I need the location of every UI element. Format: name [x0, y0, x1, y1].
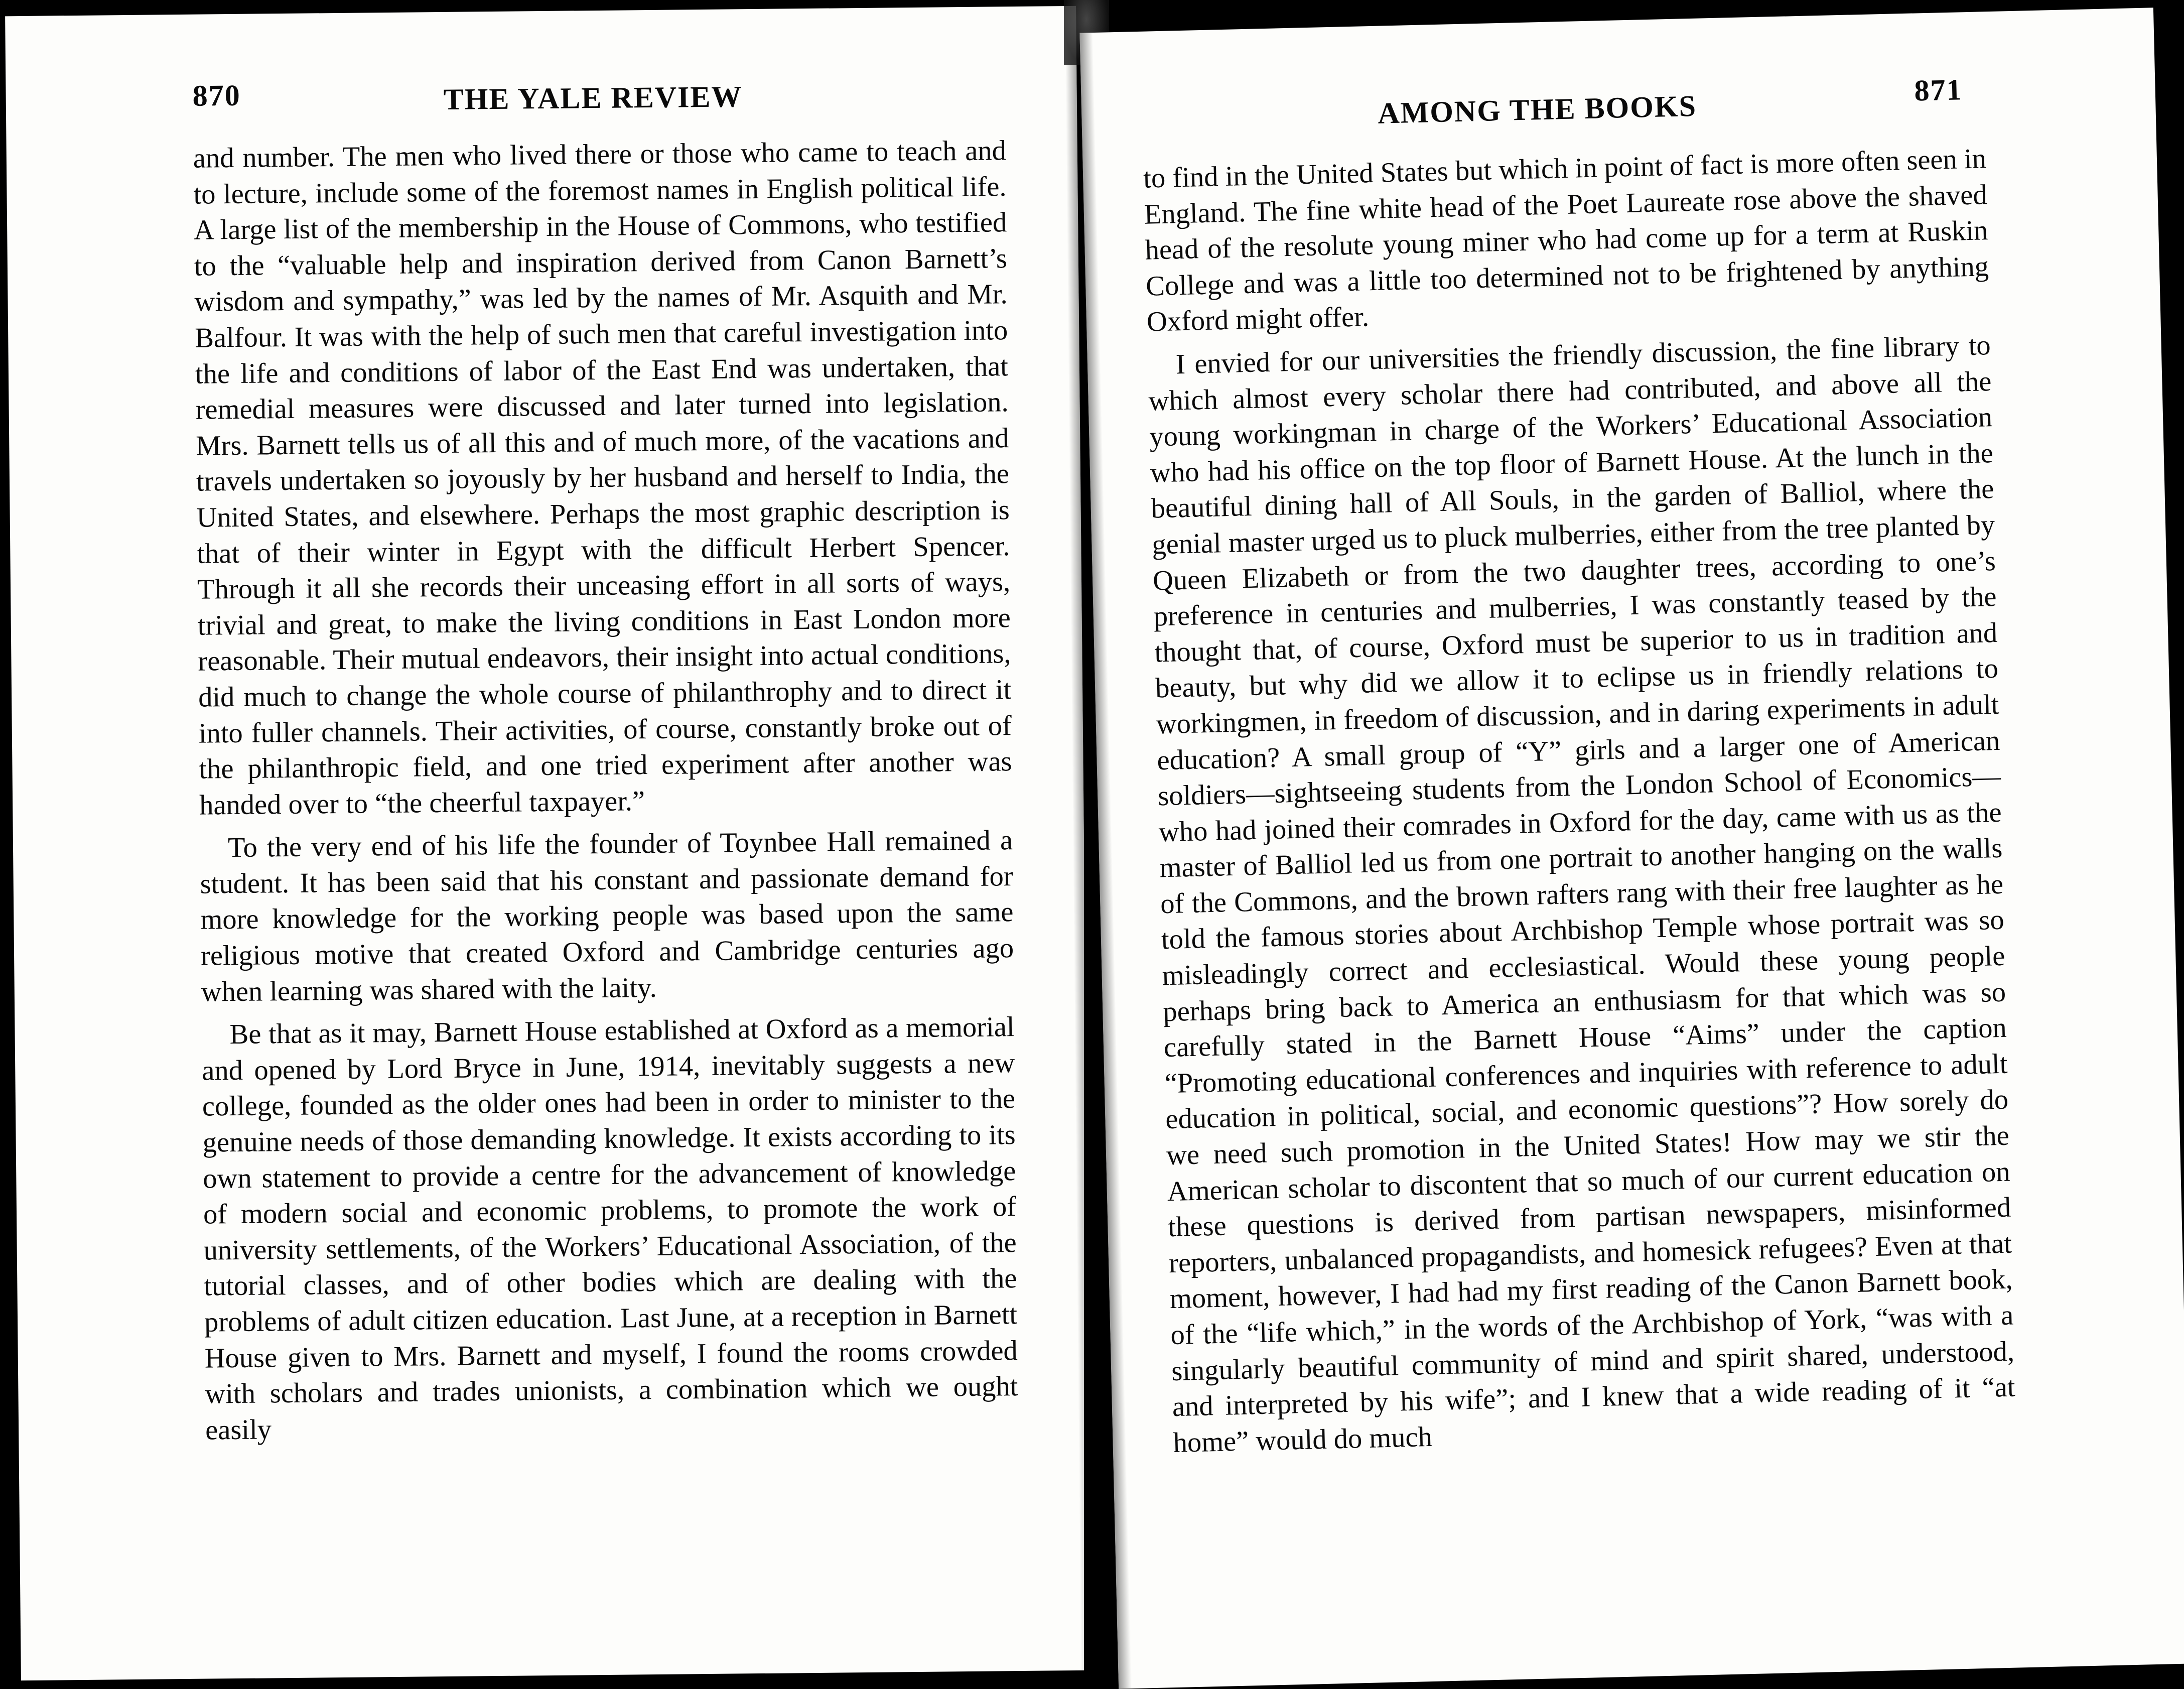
left-page-body [193, 133, 1019, 1456]
right-page-body [1143, 141, 2016, 1468]
paragraph: to find in the United States but which in point of fact is more often seen in England. The fine white head of the Poet Laureate rose above the shaved head of the resolute young miner who had come up for a term at Ruskin College and was a little too determined not to be frightened by anything Oxford might offer. [1143, 143, 1989, 338]
page-number-right: 871 [1914, 73, 1963, 107]
running-head-right: AMONG THE BOOKS [1377, 89, 1697, 130]
paragraph: I envied for our universities the friendly discussion, the fine library to which almost every scholar there had contributed, and above all the young workingman in charge of the Workers’ Educational Association who had his office on the top floor of Barnett House. At the lunch in the beautiful dining hall of All Souls, in the garden of Balliol, where the genial master urged us to pluck mulberries, either from the tree planted by Queen Elizabeth or from the two daughter trees, according to one’s preference in centuries and mulberries, I was constantly teased by the thought that, of course, Oxford must be superior to us in tradition and beauty, but why did we allow it to eclipse us in friendly relations to workingmen, in freedom of discussion, and in daring experiments in adult education? A small group of “Y” girls and a larger one of American soldiers—sightseeing students from the London School of Economics—who had joined their comrades in Oxford for the day, came with us as the master of Balliol led us from one portrait to another hanging on the walls of the Commons, and the brown rafters rang with their free laughter as he told the famous stories about Archbishop Temple whose portrait was so misleadingly correct and ecclesiastical. Would these young people perhaps bring back to America an enthusiasm for that which was so carefully stated in the Barnett House “Aims” under the caption “Promoting educational conferences and inquiries with reference to adult education in political, social, and economic questions”? How sorely do we need such promotion in the United States! How may we stir the American scholar to discontent that so much of our current education on these questions is derived from partisan newspapers, misinformed reporters, unbalanced propagandists, and homesick refugees? Even at that moment, however, I had had my first reading of the Canon Barnett book, of the “life which,” in the words of the Archbishop of York, “was with a singularly beautiful community of mind and spirit shared, understood, and interpreted by his wife”; and I knew that a wide reading of it “at home” would do much [1148, 330, 2016, 1459]
paragraph: To the very end of his life the founder of Toynbee Hall remained a student. It has been said that his constant and passionate demand for more knowledge for the working people was based upon the same religious motive that created Oxford and Cambridge centuries ago when learning was shared with the laity. [200, 825, 1014, 1008]
page-number-left: 870 [192, 78, 241, 112]
left-page [5, 6, 1092, 1680]
paragraph: Be that as it may, Barnett House established at Oxford as a memorial and opened by Lord Bryce in June, 1914, inevitably suggests a new college, founded as the older ones had been in order to minister to the genuine needs of those demanding knowledge. It exists according to its own statement to provide a centre for the advancement of knowledge of modern social and economic problems, to promote the work of university settlements, of the Workers’ Educational Association, of the tutorial classes, and of other bodies which are dealing with the problems of adult citizen education. Last June, at a reception in Barnett House given to Mrs. Barnett and myself, I found the rooms crowded with scholars and trades unionists, a combination which we ought easily [202, 1011, 1018, 1446]
right-page [1079, 8, 2184, 1689]
paragraph: and number. The men who lived there or those who came to teach and to lecture, include some of the foremost names in English political life. A large list of the membership in the House of Commons, who testified to the “valuable help and inspiration derived from Canon Barnett’s wisdom and sympathy,” was led by the names of Mr. Asquith and Mr. Balfour. It was with the help of such men that careful investigation into the life and conditions of labor of the East End was undertaken, that remedial measures were discussed and later turned into legislation. Mrs. Barnett tells us of all this and of much more, of the vacations and travels undertaken so joyously by her husband and herself to India, the United States, and elsewhere. Perhaps the most graphic description is that of their winter in Egypt with the difficult Herbert Spencer. Through it all she records their unceasing effort in all sorts of ways, trivial and great, to make the living conditions in East London more reasonable. Their mutual endeavors, their insight into actual conditions, did much to change the whole course of philanthrophy and to direct it into fuller channels. Their activities, of course, constantly broke out of the philanthropic field, and one tried experiment after another was handed over to “the cheerful taxpayer.” [193, 135, 1012, 821]
running-head-left: THE YALE REVIEW [443, 80, 743, 116]
